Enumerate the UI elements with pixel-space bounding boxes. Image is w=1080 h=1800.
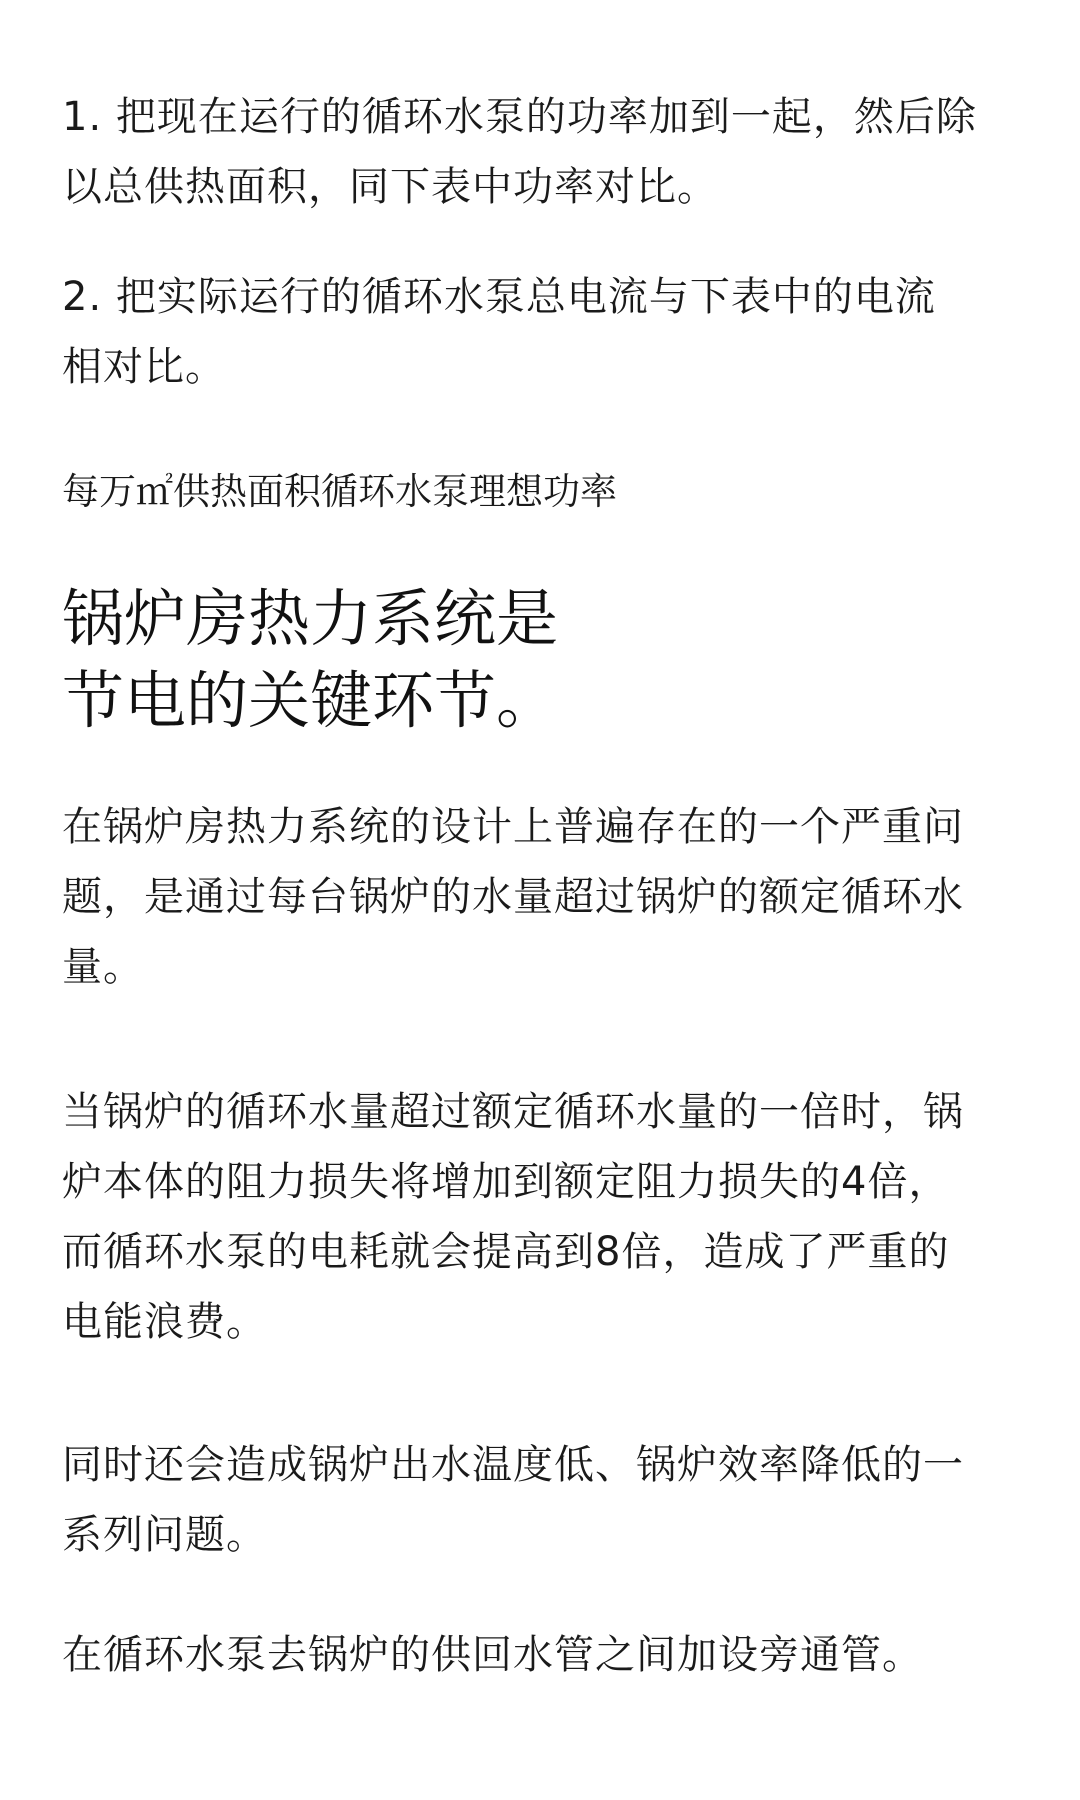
section-heading xyxy=(62,578,558,742)
table-caption: 每万㎡供热面积循环水泵理想功率 xyxy=(62,470,617,513)
text-line: 相对比。 xyxy=(62,344,226,390)
text-line: 以总供热面积，同下表中功率对比。 xyxy=(62,164,718,210)
text-line: 在锅炉房热力系统的设计上普遍存在的一个严重问 xyxy=(62,804,964,850)
list-item-2 xyxy=(62,262,936,402)
text-line: 量。 xyxy=(62,944,144,990)
text-line: 而循环水泵的电耗就会提高到8倍，造成了严重的 xyxy=(62,1229,950,1275)
text-line: 在循环水泵去锅炉的供回水管之间加设旁通管。 xyxy=(62,1632,923,1678)
text-line: 当锅炉的循环水量超过额定循环水量的一倍时，锅 xyxy=(62,1089,964,1135)
text-line: 炉本体的阻力损失将增加到额定阻力损失的4倍， xyxy=(62,1159,950,1205)
paragraph-1 xyxy=(62,792,964,1002)
list-item-1 xyxy=(62,82,977,222)
heading-line: 节电的关键环节。 xyxy=(62,664,559,737)
heading-line: 锅炉房热力系统是 xyxy=(62,582,559,655)
paragraph-3 xyxy=(62,1430,964,1570)
text-line: 2. 把实际运行的循环水泵总电流与下表中的电流 xyxy=(62,274,936,320)
paragraph-4 xyxy=(62,1620,923,1690)
text-line: 题，是通过每台锅炉的水量超过锅炉的额定循环水 xyxy=(62,874,964,920)
paragraph-2 xyxy=(62,1077,964,1357)
text-line: 1. 把现在运行的循环水泵的功率加到一起，然后除 xyxy=(62,94,977,140)
text-line: 同时还会造成锅炉出水温度低、锅炉效率降低的一 xyxy=(62,1442,964,1488)
text-line: 电能浪费。 xyxy=(62,1299,267,1345)
text-line: 系列问题。 xyxy=(62,1512,267,1558)
